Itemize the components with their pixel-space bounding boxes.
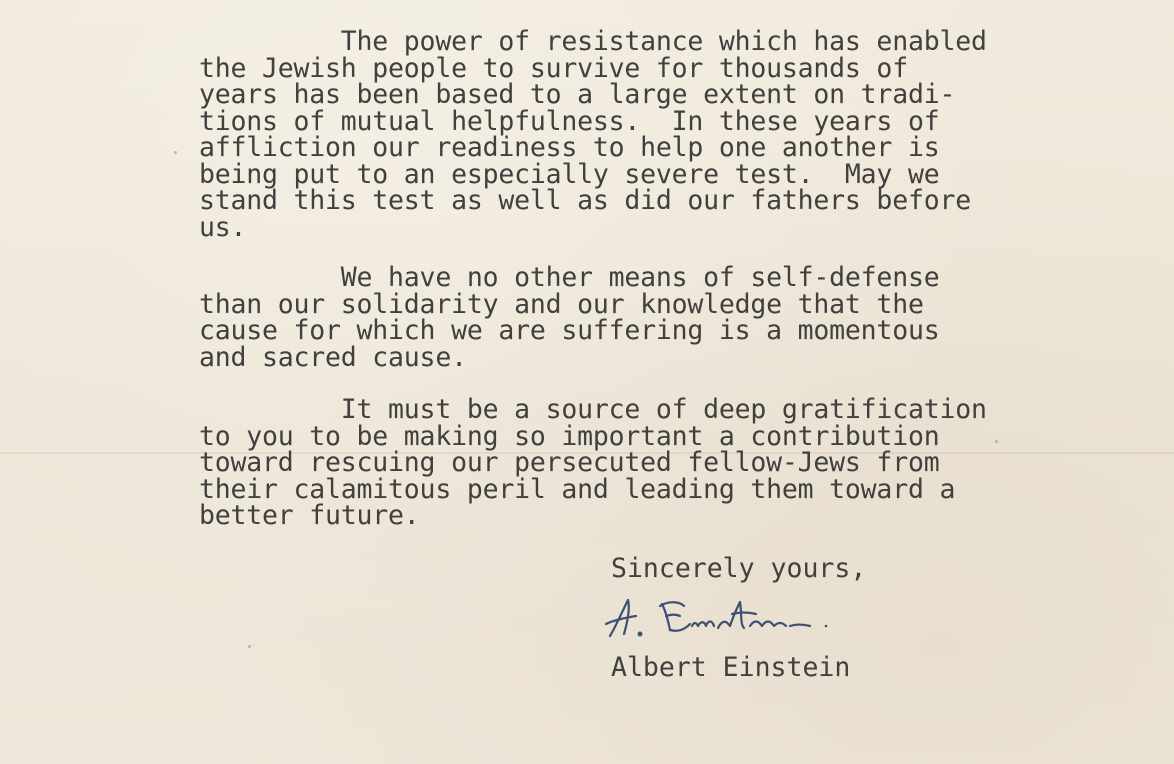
signer-name: Albert Einstein [611, 652, 851, 683]
paragraph-line: better future. [199, 500, 420, 531]
paragraph-line: than our solidarity and our knowledge that the [199, 288, 924, 320]
paragraph-line: the Jewish people to survive for thousands of [199, 52, 908, 84]
paragraph-line: their calamitous peril and leading them toward a [199, 473, 956, 505]
paragraph-line: tions of mutual helpfulness. In these years of [199, 105, 940, 137]
paragraph-resistance [199, 26, 987, 243]
paragraph-line: being put to an especially severe test. May we [199, 158, 940, 190]
paragraph-gratification [199, 394, 987, 531]
paragraph-line: stand this test as well as did our fathers before [199, 185, 971, 216]
paragraph-line: affliction our readiness to help one another is [199, 132, 940, 163]
paragraph-self-defense [199, 262, 940, 373]
paragraph-line: years has been based to a large extent on tradi- [199, 79, 956, 110]
paragraph-line: and sacred cause. [199, 341, 467, 373]
paragraph-line: toward rescuing our persecuted fellow-Jews from [199, 447, 940, 478]
paper-speck [174, 151, 177, 154]
paragraph-line: to you to be making so important a contribution [199, 420, 940, 452]
paper-speck [995, 440, 998, 443]
paragraph-line: The power of resistance which has enabled [199, 26, 987, 57]
handwritten-signature [600, 590, 840, 646]
paragraph-line: We have no other means of self-defense [199, 262, 940, 293]
closing-salutation: Sincerely yours, [611, 553, 867, 584]
paragraph-line: It must be a source of deep gratification [199, 394, 987, 425]
paper-speck [248, 645, 251, 648]
paragraph-line: cause for which we are suffering is a momentous [199, 315, 940, 346]
paragraph-line: us. [199, 211, 247, 243]
